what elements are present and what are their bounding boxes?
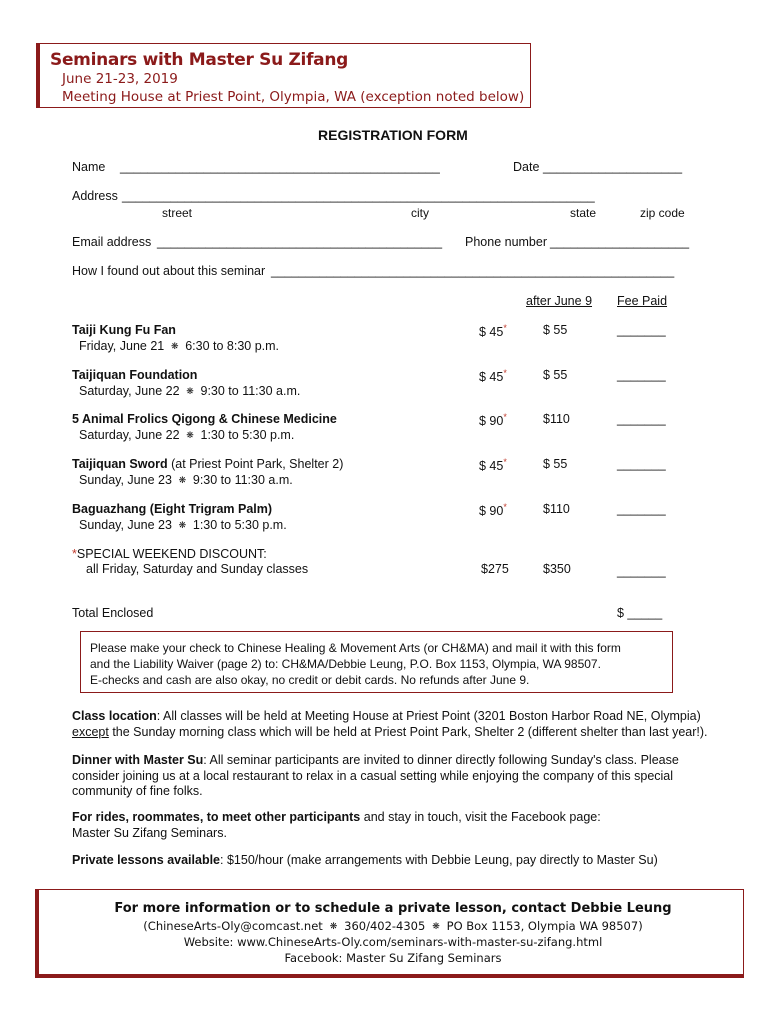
class-schedule: Saturday, June 22 ❋ 9:30 to 11:30 a.m. [79, 384, 301, 398]
fee-paid-field[interactable]: _______ [617, 412, 666, 426]
fee-paid-field[interactable]: _______ [617, 502, 666, 516]
discount-early-fee: $275 [481, 562, 509, 576]
zip-caption: zip code [640, 206, 685, 220]
footer-website[interactable]: Website: www.ChineseArts-Oly.com/seminars-with-master-su-zifang.html [183, 935, 603, 949]
class-title: Taijiquan Sword (at Priest Point Park, Shelter 2) [72, 457, 344, 471]
class-title: 5 Animal Frolics Qigong & Chinese Medicine [72, 412, 337, 426]
city-caption: city [411, 206, 429, 220]
fee-paid-field[interactable]: _______ [617, 564, 666, 578]
late-fee: $ 55 [543, 323, 568, 337]
footer-contact [0, 919, 770, 933]
bullet-icon: ❋ [178, 475, 187, 485]
bullet-icon: ❋ [178, 520, 187, 530]
page-title: Seminars with Master Su Zifang [50, 50, 349, 70]
col-fee-paid: Fee Paid [617, 294, 668, 308]
phone-field[interactable]: ____________________ [550, 235, 690, 249]
rides-paragraph: For rides, roommates, to meet other participants and stay in touch, visit the Facebook page: Master Su Zifang Seminars. [72, 810, 601, 840]
discount-late-fee: $350 [543, 562, 571, 576]
class-schedule: Friday, June 21 ❋ 6:30 to 8:30 p.m. [79, 339, 280, 353]
footer-facebook[interactable]: Facebook: Master Su Zifang Seminars [284, 951, 502, 965]
footer-pobox: PO Box 1153, Olympia WA 98507) [446, 919, 643, 933]
class-location-paragraph: Class location: All classes will be held at Meeting House at Priest Point (3201 Boston Harbor Road NE, Olympia) except the Sunday morning class which will be held at Priest Point Park, Shelter 2 (different shelter than last year!). [72, 709, 708, 739]
bullet-icon: ❋ [432, 922, 440, 932]
name-field[interactable]: ______________________________________________ [120, 160, 440, 174]
footer-phone: 360/402-4305 [344, 919, 426, 933]
bullet-icon: ❋ [186, 430, 194, 440]
early-fee: $ 45* [479, 457, 507, 474]
bullet-icon: ❋ [329, 922, 338, 932]
class-title: Baguazhang (Eight Trigram Palm) [72, 502, 273, 516]
payment-line: Please make your check to Chinese Healing & Movement Arts (or CH&MA) and mail it with this form [90, 641, 621, 655]
late-fee: $110 [543, 502, 570, 516]
class-title: Taijiquan Foundation [72, 368, 198, 382]
email-label: Email address [72, 235, 152, 249]
form-title: REGISTRATION FORM [318, 127, 468, 143]
late-fee: $110 [543, 412, 570, 426]
class-schedule: Sunday, June 23 ❋ 9:30 to 11:30 a.m. [79, 473, 293, 487]
payment-line: E-checks and cash are also okay, no credit or debit cards. No refunds after June 9. [90, 673, 530, 687]
name-label: Name [72, 160, 106, 174]
fee-paid-field[interactable]: _______ [617, 323, 666, 337]
class-schedule: Sunday, June 23 ❋ 1:30 to 5:30 p.m. [79, 518, 287, 532]
payment-line: and the Liability Waiver (page 2) to: CH&MA/Debbie Leung, P.O. Box 1153, Olympia, WA 98507. [90, 657, 601, 671]
late-fee: $ 55 [543, 368, 568, 382]
email-field[interactable]: _________________________________________ [157, 235, 443, 249]
late-fee: $ 55 [543, 457, 568, 471]
date-field[interactable]: ____________________ [543, 160, 683, 174]
total-label: Total Enclosed [72, 606, 154, 620]
private-lessons-paragraph: Private lessons available: $150/hour (make arrangements with Debbie Leung, pay directly to Master Su) [72, 853, 658, 867]
footer-email[interactable]: (ChineseArts-Oly@comcast.net [143, 919, 323, 933]
event-location: Meeting House at Priest Point, Olympia, WA (exception noted below) [62, 89, 525, 105]
early-fee: $ 45* [479, 323, 507, 340]
fee-paid-field[interactable]: _______ [617, 368, 666, 382]
state-caption: state [570, 206, 597, 220]
class-schedule: Saturday, June 22 ❋ 1:30 to 5:30 p.m. [79, 428, 295, 442]
dinner-paragraph: Dinner with Master Su: All seminar participants are invited to dinner directly following Sunday's class. Please consider joining us at a local restaurant to relax in a casual setting while enjoying the company of this special community of fine folks. [72, 753, 679, 798]
early-fee: $ 90* [479, 412, 507, 429]
early-fee: $ 90* [479, 502, 507, 519]
fee-paid-field[interactable]: _______ [617, 457, 666, 471]
event-dates: June 21-23, 2019 [62, 71, 178, 87]
phone-label: Phone number [465, 235, 548, 249]
address-field[interactable]: ____________________________________________________________________ [122, 189, 595, 203]
discount-star: * [72, 547, 77, 561]
bullet-icon: ❋ [170, 341, 179, 351]
date-label: Date [513, 160, 540, 174]
total-field[interactable]: $ _____ [617, 606, 663, 620]
address-label: Address [72, 189, 118, 203]
street-caption: street [162, 206, 193, 220]
found-field[interactable]: __________________________________________________________ [271, 264, 675, 278]
found-label: How I found out about this seminar [72, 264, 266, 278]
class-title: Taiji Kung Fu Fan [72, 323, 176, 337]
col-after-june9: after June 9 [526, 294, 593, 308]
bullet-icon: ❋ [186, 386, 194, 396]
discount-description: all Friday, Saturday and Sunday classes [86, 562, 309, 576]
discount-title: *SPECIAL WEEKEND DISCOUNT: [72, 547, 267, 561]
footer-title: For more information or to schedule a private lesson, contact Debbie Leung [114, 901, 672, 916]
early-fee: $ 45* [479, 368, 507, 385]
